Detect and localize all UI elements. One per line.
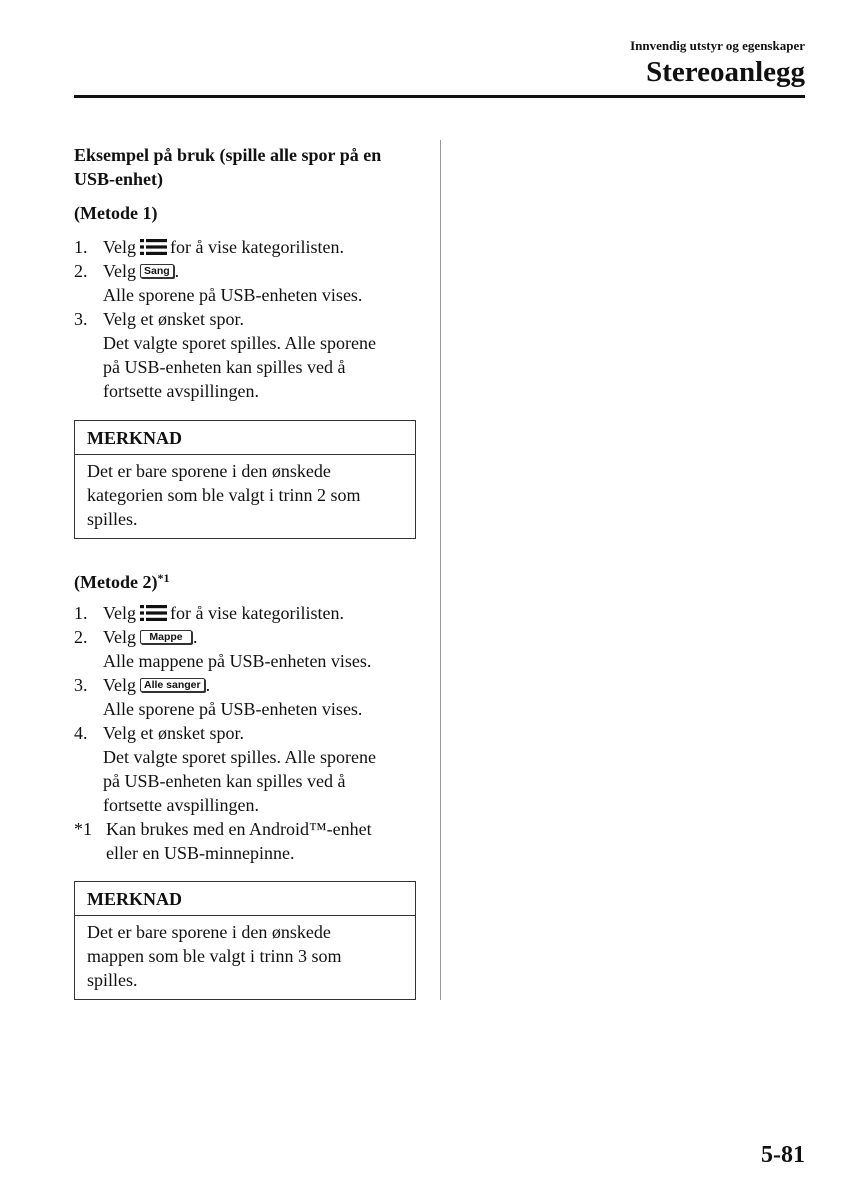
step-number: 3. — [74, 309, 88, 329]
step-continuation: Det valgte sporet spilles. Alle sporene — [103, 333, 376, 353]
step-number: 1. — [74, 237, 88, 257]
note-line: mappen som ble valgt i trinn 3 som — [87, 946, 342, 966]
step-text-end: . — [174, 261, 180, 281]
step-continuation: på USB-enheten kan spilles ved å — [103, 771, 346, 791]
step-number: 3. — [74, 675, 88, 695]
sang-button-icon: Sang — [140, 264, 174, 278]
note-line: Det er bare sporene i den ønskede — [87, 461, 331, 481]
note-title: MERKNAD — [75, 882, 415, 916]
step-continuation: fortsette avspillingen. — [103, 795, 259, 815]
column-divider — [440, 140, 441, 1000]
method1-title: (Metode 1) — [74, 203, 158, 223]
step-continuation: Alle sporene på USB-enheten vises. — [103, 699, 363, 719]
section-heading — [74, 143, 419, 191]
step-text: Velg et ønsket spor. — [103, 309, 244, 329]
page-title: Stereoanlegg — [646, 56, 805, 88]
method2-title-text: (Metode 2) — [74, 572, 158, 592]
step-number: 2. — [74, 627, 88, 647]
method2-title — [74, 566, 419, 594]
step-text: Velg — [103, 237, 136, 257]
step-text-end: for å vise kategorilisten. — [170, 603, 344, 623]
step-text: Velg et ønsket spor. — [103, 723, 244, 743]
footnote-text: eller en USB-minnepinne. — [106, 843, 295, 863]
step-continuation: Alle mappene på USB-enheten vises. — [103, 651, 372, 671]
list-menu-icon — [140, 605, 167, 621]
step-text: Velg — [103, 261, 136, 281]
header-rule — [74, 95, 805, 98]
header-section: Innvendig utstyr og egenskaper — [630, 38, 805, 53]
step-text: Velg — [103, 627, 136, 647]
note-line: spilles. — [87, 509, 138, 529]
footnote-marker: *1 — [157, 571, 170, 585]
step-text-end: for å vise kategorilisten. — [170, 237, 344, 257]
note-line: spilles. — [87, 970, 138, 990]
step-text: Velg — [103, 603, 136, 623]
step-continuation: på USB-enheten kan spilles ved å — [103, 357, 346, 377]
alle-sanger-button-icon: Alle sanger — [140, 678, 205, 692]
footnote-marker: *1 — [74, 819, 92, 839]
mappe-button-icon: Mappe — [140, 630, 192, 644]
page-number: 5-81 — [761, 1142, 805, 1168]
step-continuation: Det valgte sporet spilles. Alle sporene — [103, 747, 376, 767]
step-number: 4. — [74, 723, 88, 743]
step-text-end: . — [205, 675, 211, 695]
step-text-end: . — [193, 627, 198, 647]
note-box-1 — [74, 420, 416, 539]
list-menu-icon — [140, 239, 167, 255]
footnote-text: Kan brukes med en Android™-enhet — [106, 819, 372, 839]
section-heading-line-2: USB-enhet) — [74, 169, 163, 189]
note-line: kategorien som ble valgt i trinn 2 som — [87, 485, 361, 505]
step-text: Velg — [103, 675, 136, 695]
note-body — [75, 455, 415, 538]
step-continuation: Alle sporene på USB-enheten vises. — [103, 285, 363, 305]
step-number: 2. — [74, 261, 88, 281]
step-continuation: fortsette avspillingen. — [103, 381, 259, 401]
note-line: Det er bare sporene i den ønskede — [87, 922, 331, 942]
note-body — [75, 916, 415, 999]
note-box-2 — [74, 881, 416, 1000]
step-number: 1. — [74, 603, 88, 623]
section-heading-line-1: Eksempel på bruk (spille alle spor på en — [74, 145, 382, 165]
note-title: MERKNAD — [75, 421, 415, 455]
